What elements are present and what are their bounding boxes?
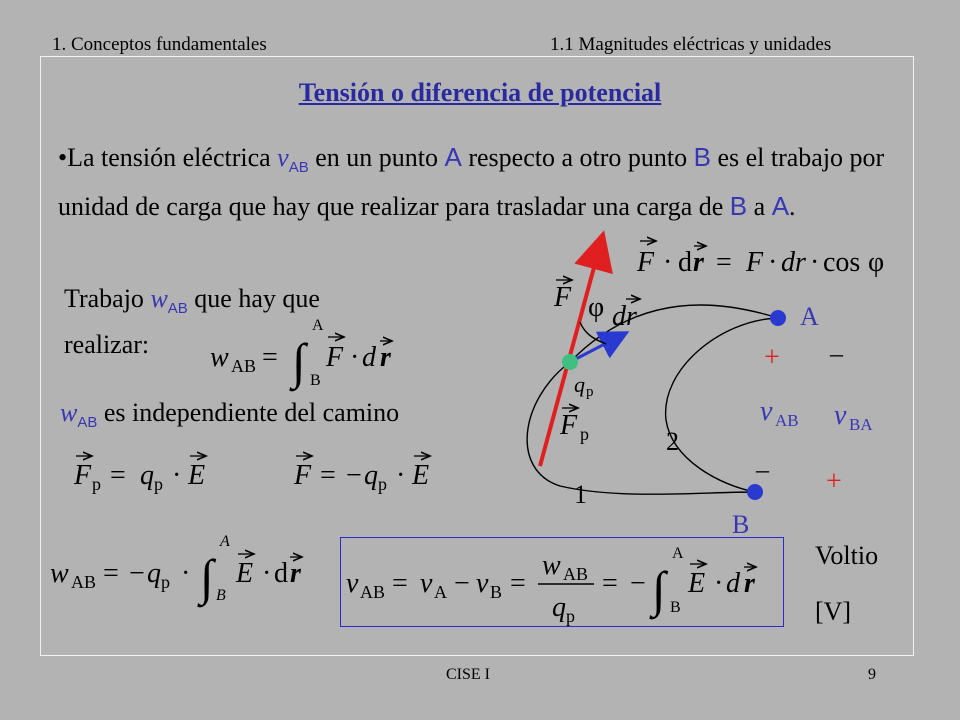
svg-text:A: A	[312, 317, 324, 334]
symbol-v-sub: AB	[288, 159, 309, 177]
unit-name: Voltio	[815, 541, 879, 570]
point-a-dot	[770, 310, 786, 326]
charge-dot	[562, 354, 578, 370]
svg-text:=: =	[716, 247, 732, 278]
svg-text:A: A	[672, 545, 684, 562]
angle-symbol: φ	[588, 292, 605, 323]
charge-label: q	[574, 372, 585, 397]
svg-text:·: ·	[172, 460, 182, 491]
svg-text:∫: ∫	[652, 561, 666, 617]
svg-text:=: =	[320, 460, 336, 491]
svg-text:w: w	[50, 558, 69, 589]
work-text: que hay que	[187, 284, 320, 313]
svg-text:v: v	[346, 568, 359, 599]
svg-text:d: d	[678, 247, 692, 278]
svg-text:d: d	[274, 558, 288, 589]
svg-text:p: p	[566, 606, 575, 626]
svg-text:p: p	[92, 474, 101, 494]
svg-text:·: ·	[396, 460, 406, 491]
svg-text:F: F	[74, 460, 92, 491]
svg-text:p: p	[154, 474, 163, 494]
independence-text: es independiente del camino	[97, 398, 400, 427]
vba-subscript: BA	[849, 415, 873, 434]
plus-a: +	[764, 342, 780, 373]
svg-text:·: ·	[714, 568, 724, 599]
svg-text:F: F	[746, 247, 764, 278]
svg-text:v: v	[476, 568, 489, 599]
svg-text:=: =	[510, 568, 526, 599]
svg-text:q: q	[364, 460, 378, 491]
svg-text:=: =	[392, 568, 408, 599]
svg-text:AB: AB	[360, 582, 386, 602]
work-text: realizar:	[64, 330, 150, 360]
force-symbol: F	[554, 282, 572, 313]
point-a-label: A	[800, 302, 819, 331]
svg-text:E: E	[236, 558, 254, 589]
svg-text:=: =	[602, 568, 618, 599]
bullet-text: es el trabajo por unidad de carga que hay que realizar para trasladar una carga de	[58, 143, 885, 222]
point-b-dot	[747, 484, 763, 500]
svg-text:AB: AB	[563, 564, 589, 584]
svg-text:q: q	[147, 558, 161, 589]
svg-text:B: B	[670, 599, 681, 616]
svg-text:·: ·	[262, 558, 272, 589]
svg-text:∫: ∫	[200, 549, 214, 605]
svg-text:r: r	[744, 568, 755, 599]
slide-title: Tensión o diferencia de potencial	[298, 78, 662, 107]
symbol-w-sub: AB	[77, 414, 98, 432]
svg-text:AB: AB	[231, 356, 257, 376]
svg-text:r: r	[380, 342, 391, 373]
svg-text:d: d	[726, 568, 740, 599]
svg-text:·: ·	[350, 342, 360, 373]
point-label: B	[693, 142, 711, 172]
dr-symbol: dr	[612, 301, 637, 332]
svg-text:·: ·	[663, 247, 673, 278]
svg-text:E: E	[412, 460, 430, 491]
svg-text:B: B	[310, 372, 321, 389]
svg-text:∫: ∫	[292, 333, 306, 389]
svg-text:w: w	[542, 550, 561, 581]
svg-text:A: A	[220, 533, 230, 550]
svg-text:·: ·	[768, 247, 778, 278]
svg-text:dr: dr	[781, 247, 806, 278]
svg-text:F: F	[326, 342, 344, 373]
minus-a: –	[830, 339, 843, 368]
minus-b: –	[756, 455, 769, 484]
bullet-text: .	[789, 192, 796, 222]
symbol-v: v	[277, 143, 289, 172]
footer-course: CISE I	[446, 666, 490, 683]
header-section: 1.1 Magnitudes eléctricas y unidades	[550, 34, 832, 55]
svg-text:φ: φ	[868, 247, 885, 278]
svg-text:F: F	[637, 247, 655, 278]
plus-b: +	[826, 466, 842, 497]
svg-text:·: ·	[810, 247, 820, 278]
svg-text:−: −	[454, 568, 470, 599]
svg-text:−: −	[129, 558, 145, 589]
bullet-text: a	[747, 192, 772, 222]
point-b-label: B	[732, 510, 750, 539]
svg-text:−: −	[346, 460, 362, 491]
svg-text:=: =	[110, 460, 126, 491]
svg-text:−: −	[630, 568, 646, 599]
svg-text:·: ·	[181, 558, 191, 589]
svg-text:A: A	[434, 582, 447, 602]
svg-text:w: w	[210, 342, 229, 373]
path-2-label: 2	[666, 427, 679, 456]
svg-text:=: =	[103, 558, 119, 589]
bullet-text: La tensión eléctrica	[67, 143, 278, 172]
svg-text:E: E	[188, 460, 206, 491]
svg-text:E: E	[688, 568, 706, 599]
unit-symbol: [V]	[815, 597, 852, 626]
vba-symbol: v	[834, 400, 847, 431]
bullet-mark: •	[58, 143, 68, 172]
point-label: B	[729, 191, 748, 222]
fp-subscript: p	[580, 424, 589, 444]
svg-text:r: r	[290, 558, 301, 589]
svg-text:F: F	[294, 460, 312, 491]
svg-text:q: q	[140, 460, 154, 491]
svg-text:B: B	[216, 587, 226, 604]
vab-subscript: AB	[775, 411, 799, 430]
page-number: 9	[868, 666, 876, 683]
fp-symbol: F	[560, 410, 578, 441]
svg-text:p: p	[161, 572, 170, 592]
svg-text:=: =	[262, 342, 278, 373]
svg-text:d: d	[362, 342, 376, 373]
svg-text:q: q	[552, 592, 566, 623]
svg-text:AB: AB	[71, 572, 97, 592]
svg-text:r: r	[693, 247, 704, 278]
svg-text:p: p	[378, 474, 387, 494]
bullet-text: respecto a otro punto	[461, 143, 694, 172]
symbol-w-sub: AB	[167, 300, 188, 318]
svg-text:cos: cos	[823, 247, 861, 278]
symbol-w: w	[150, 284, 168, 313]
header-chapter: 1. Conceptos fundamentales	[52, 34, 267, 55]
symbol-w: w	[60, 398, 78, 427]
svg-text:v: v	[420, 568, 433, 599]
path-1-label: 1	[574, 480, 587, 509]
vab-symbol: v	[760, 396, 773, 427]
bullet-text: en un punto	[308, 143, 445, 172]
point-label: A	[771, 191, 790, 222]
point-label: A	[444, 142, 462, 172]
charge-subscript: p	[586, 384, 594, 400]
work-text: Trabajo	[64, 284, 151, 313]
svg-text:B: B	[490, 582, 503, 602]
